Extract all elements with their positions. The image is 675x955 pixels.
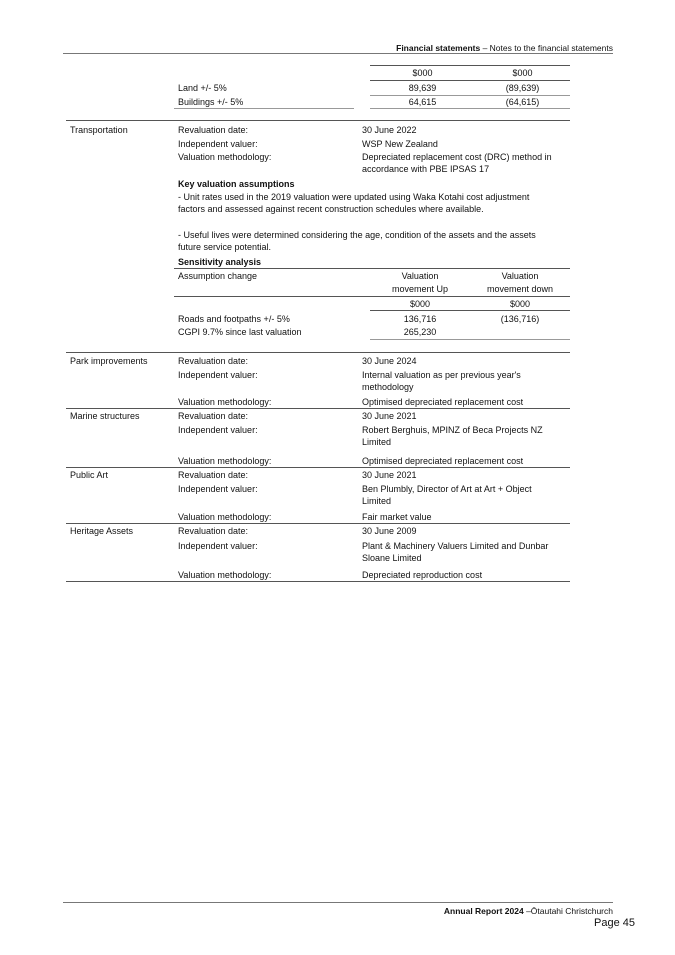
row-divider: [174, 108, 354, 109]
key-assumptions-heading: Key valuation assumptions: [178, 179, 295, 189]
revaluation-date: 30 June 2021: [362, 470, 417, 480]
sens-col-assumption: Assumption change: [178, 271, 258, 281]
sens-col-up: Valuation: [401, 271, 439, 281]
field-label: Valuation methodology:: [178, 456, 272, 466]
unit-header-down: $000: [509, 299, 531, 309]
row-divider: [370, 339, 570, 340]
table-row-up: 136,716: [403, 314, 437, 324]
independent-valuer: WSP New Zealand: [362, 139, 438, 149]
table-row-down: (64,615): [505, 97, 540, 107]
independent-valuer: Plant & Machinery Valuers Limited and Dunbar: [362, 541, 549, 551]
category-marine-structures: Marine structures: [70, 411, 140, 421]
table-row-label: Land +/- 5%: [178, 83, 227, 93]
field-label: Independent valuer:: [178, 484, 258, 494]
assumption-text: future service potential.: [178, 242, 272, 252]
independent-valuer-cont: Limited: [362, 496, 392, 506]
valuation-methodology: Depreciated replacement cost (DRC) method in: [362, 152, 552, 162]
field-label: Revaluation date:: [178, 356, 249, 366]
field-label: Independent valuer:: [178, 139, 258, 149]
field-label: Revaluation date:: [178, 125, 249, 135]
sens-col-down-cont: movement down: [486, 284, 554, 294]
valuation-methodology: Depreciated reproduction cost: [362, 570, 483, 580]
sens-header-rule: [174, 296, 570, 297]
unit-header-up: $000: [412, 68, 433, 78]
category-heritage-assets: Heritage Assets: [70, 526, 134, 536]
sens-col-up-cont: movement Up: [391, 284, 449, 294]
revaluation-date: 30 June 2024: [362, 356, 417, 366]
valuation-methodology-cont: accordance with PBE IPSAS 17: [362, 164, 490, 174]
footer-report-title: Annual Report 2024: [443, 906, 524, 916]
valuation-methodology: Optimised depreciated replacement cost: [362, 397, 524, 407]
header-subtitle: – Notes to the financial statements: [480, 43, 613, 53]
category-public-art: Public Art: [70, 470, 109, 480]
running-footer: [444, 905, 613, 917]
revaluation-date: 30 June 2009: [362, 526, 417, 536]
field-label: Independent valuer:: [178, 425, 258, 435]
section-divider: [66, 467, 570, 468]
sensitivity-heading: Sensitivity analysis: [178, 257, 262, 267]
assumption-text: - Unit rates used in the 2019 valuation were updated using Waka Kotahi cost adjustment: [178, 192, 530, 202]
page-number: Page 45: [594, 917, 635, 929]
field-label: Valuation methodology:: [178, 512, 272, 522]
table-row-label: CGPI 9.7% since last valuation: [178, 327, 302, 337]
field-label: Independent valuer:: [178, 541, 258, 551]
independent-valuer: Internal valuation as per previous year's: [362, 370, 521, 380]
independent-valuer-cont: methodology: [362, 382, 414, 392]
section-divider: [66, 523, 570, 524]
category-park-improvements: Park improvements: [70, 356, 148, 366]
field-label: Independent valuer:: [178, 370, 258, 380]
units-bottom-rule: [370, 80, 570, 81]
section-divider: [66, 352, 570, 353]
assumption-text: factors and assessed against recent construction schedules where available.: [178, 204, 484, 214]
section-divider: [66, 120, 570, 121]
field-label: Revaluation date:: [178, 470, 249, 480]
table-row-label: Roads and footpaths +/- 5%: [178, 314, 290, 324]
independent-valuer: Ben Plumbly, Director of Art at Art + Object: [362, 484, 532, 494]
independent-valuer: Robert Berghuis, MPINZ of Beca Projects NZ: [362, 425, 543, 435]
units-top-rule: [370, 65, 570, 66]
revaluation-date: 30 June 2021: [362, 411, 417, 421]
units-bottom-rule: [370, 310, 570, 311]
category-transportation: Transportation: [70, 125, 128, 135]
table-row-label: Buildings +/- 5%: [178, 97, 244, 107]
valuation-methodology: Optimised depreciated replacement cost: [362, 456, 524, 466]
unit-header-down: $000: [512, 68, 533, 78]
sens-table-top-rule: [174, 268, 570, 269]
assumption-text: - Useful lives were determined considering the age, condition of the assets and the assets: [178, 230, 536, 240]
field-label: Valuation methodology:: [178, 570, 272, 580]
header-section-title: Financial statements: [396, 43, 481, 53]
footer-divider: [63, 902, 613, 903]
valuation-methodology: Fair market value: [362, 512, 432, 522]
field-label: Revaluation date:: [178, 411, 249, 421]
unit-header-up: $000: [409, 299, 431, 309]
table-row-up: 64,615: [408, 97, 437, 107]
table-row-up: 265,230: [403, 327, 437, 337]
section-divider: [66, 581, 570, 582]
row-divider: [370, 108, 570, 109]
footer-location: –Ōtautahi Christchurch: [523, 906, 613, 916]
section-divider: [66, 408, 570, 409]
header-divider: [63, 53, 613, 54]
table-row-up: 89,639: [408, 83, 437, 93]
sens-col-down: Valuation: [501, 271, 539, 281]
independent-valuer-cont: Sloane Limited: [362, 553, 422, 563]
field-label: Valuation methodology:: [178, 152, 272, 162]
independent-valuer-cont: Limited: [362, 437, 392, 447]
field-label: Revaluation date:: [178, 526, 249, 536]
table-row-down: (136,716): [500, 314, 540, 324]
revaluation-date: 30 June 2022: [362, 125, 417, 135]
table-row-down: (89,639): [505, 83, 540, 93]
field-label: Valuation methodology:: [178, 397, 272, 407]
